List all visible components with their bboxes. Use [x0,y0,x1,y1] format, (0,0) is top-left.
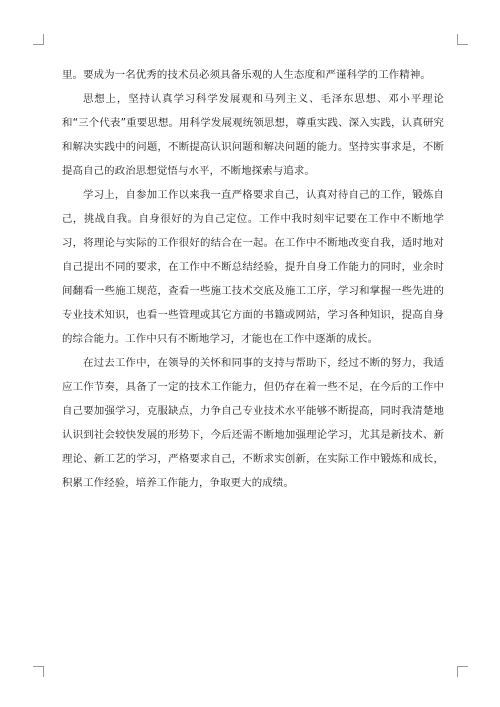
crop-mark-bottom-left [33,666,44,677]
paragraph-summary: 在过去工作中，在领导的关怀和同事的支持与帮助下，经过不断的努力，我适应工作节奏，具备了一定的技术工作能力，但仍存在着一些不足，在今后的工作中自己要加强学习，克服缺点，力争自己专业技术水平能够不断提高，同时我清楚地认识到社会较快发展的形势下，今后还需不断地加强理论学习，尤其是新技术、新理论、新工艺的学习，严格要求自己，不断求实创新，在实际工作中锻炼和成长，积累工作经验，培养工作能力，争取更大的成绩。 [62,357,444,489]
paragraph-study: 学习上，自参加工作以来我一直严格要求自己，认真对待自己的工作，锻炼自己，挑战自我。自身很好的为自己定位。工作中我时刻牢记要在工作中不断地学习，将理论与实际的工作很好的结合在一起。在工作中不断地改变自我，适时地对自己提出不同的要求，在工作中不断总结经验，提升自身工作能力的同时，业余时间翻看一些施工规范，查看一些施工技术交底及施工工序，学习和掌握一些先进的专业技术知识，也看一些管理或其它方面的书籍或网站，学习各种知识，提高自身的综合能力。工作中只有不断地学习，才能也在工作中逐渐的成长。 [62,189,444,345]
paragraph-ideology: 思想上，坚持认真学习科学发展观和马列主义、毛泽东思想、邓小平理论和“三个代表”重要思想。用科学发展观统领思想，尊重实践、深入实践，认真研究和解决实践中的问题，不断提高认识问题和解决问题的能力。坚持实事求是，不断提高自己的政治思想觉悟与水平，不断地探索与追求。 [62,93,444,177]
paragraph-continuation: 里。要成为一名优秀的技术员必须具备乐观的人生态度和严谨科学的工作精神。 [62,69,431,81]
crop-mark-top-right [457,34,468,45]
document-body [62,63,444,495]
crop-mark-bottom-right [457,666,468,677]
crop-mark-top-left [33,34,44,45]
